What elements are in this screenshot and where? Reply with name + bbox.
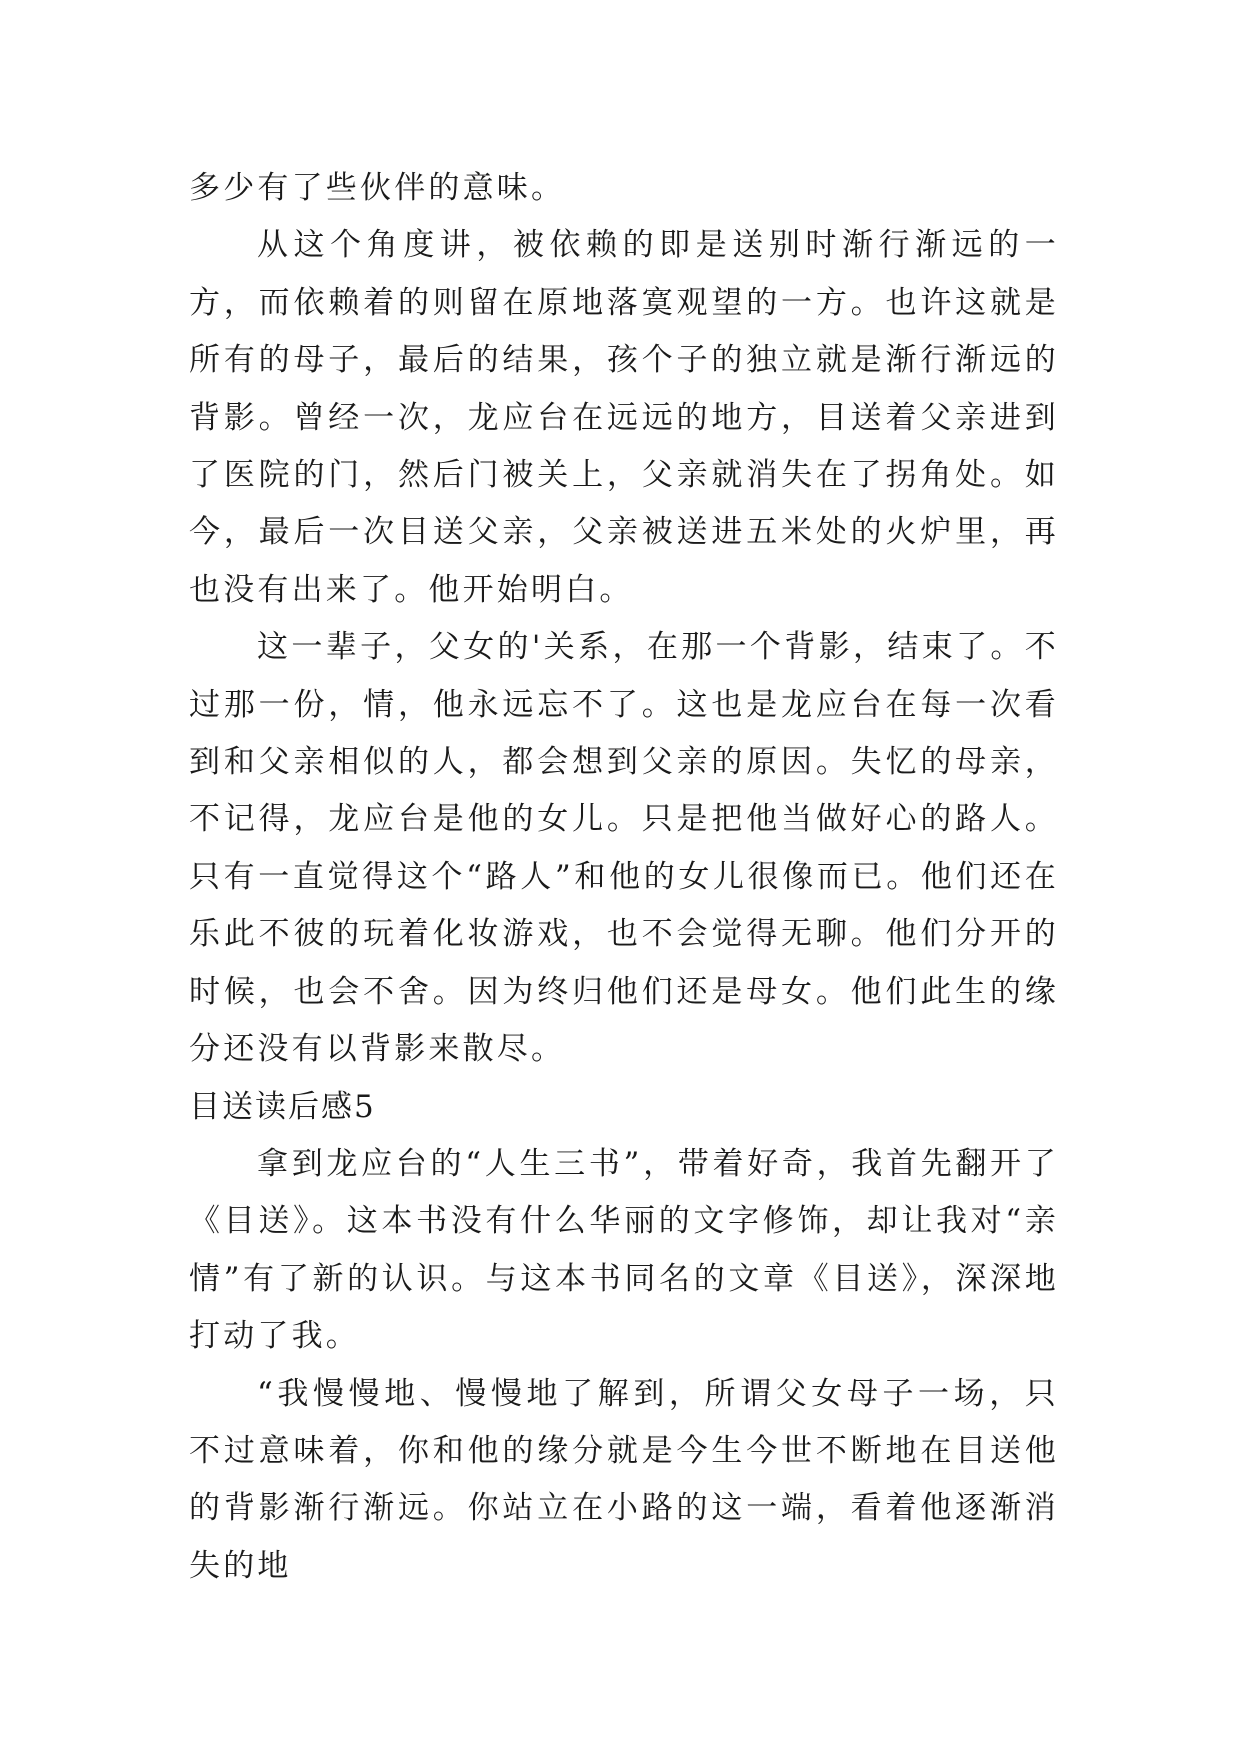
- document-body: [189, 160, 1059, 1595]
- section-heading: 目送读后感5: [189, 1088, 376, 1125]
- paragraph-1: 多少有了些伙伴的意味。: [189, 170, 566, 206]
- paragraph-2: 从这个角度讲，被依赖的即是送别时渐行渐远的一方，而依赖着的则留在原地落寞观望的一方。也许这就是所有的母子，最后的结果，孩个子的独立就是渐行渐远的背影。曾经一次，龙应台在远远的地方，目送着父亲进到了医院的门，然后门被关上，父亲就消失在了拐角处。如今，最后一次目送父亲，父亲被送进五米处的火炉里，再也没有出来了。他开始明白。: [189, 227, 1059, 608]
- paragraph-4: 拿到龙应台的“人生三书”，带着好奇，我首先翻开了《目送》。这本书没有什么华丽的文字修饰，却让我对“亲情”有了新的认识。与这本书同名的文章《目送》，深深地打动了我。: [189, 1145, 1059, 1355]
- paragraph-5: “我慢慢地、慢慢地了解到，所谓父女母子一场，只不过意味着，你和他的缘分就是今生今世不断地在目送他的背影渐行渐远。你站立在小路的这一端，看着他逐渐消失的地: [189, 1375, 1059, 1584]
- paragraph-3: 这一辈子，父女的'关系，在那一个背影，结束了。不过那一份，情，他永远忘不了。这也是龙应台在每一次看到和父亲相似的人，都会想到父亲的原因。失忆的母亲，不记得，龙应台是他的女儿。只是把他当做好心的路人。只有一直觉得这个“路人”和他的女儿很像而已。他们还在乐此不彼的玩着化妆游戏，也不会觉得无聊。他们分开的时候，也会不舍。因为终归他们还是母女。他们此生的缘分还没有以背影来散尽。: [189, 629, 1059, 1068]
